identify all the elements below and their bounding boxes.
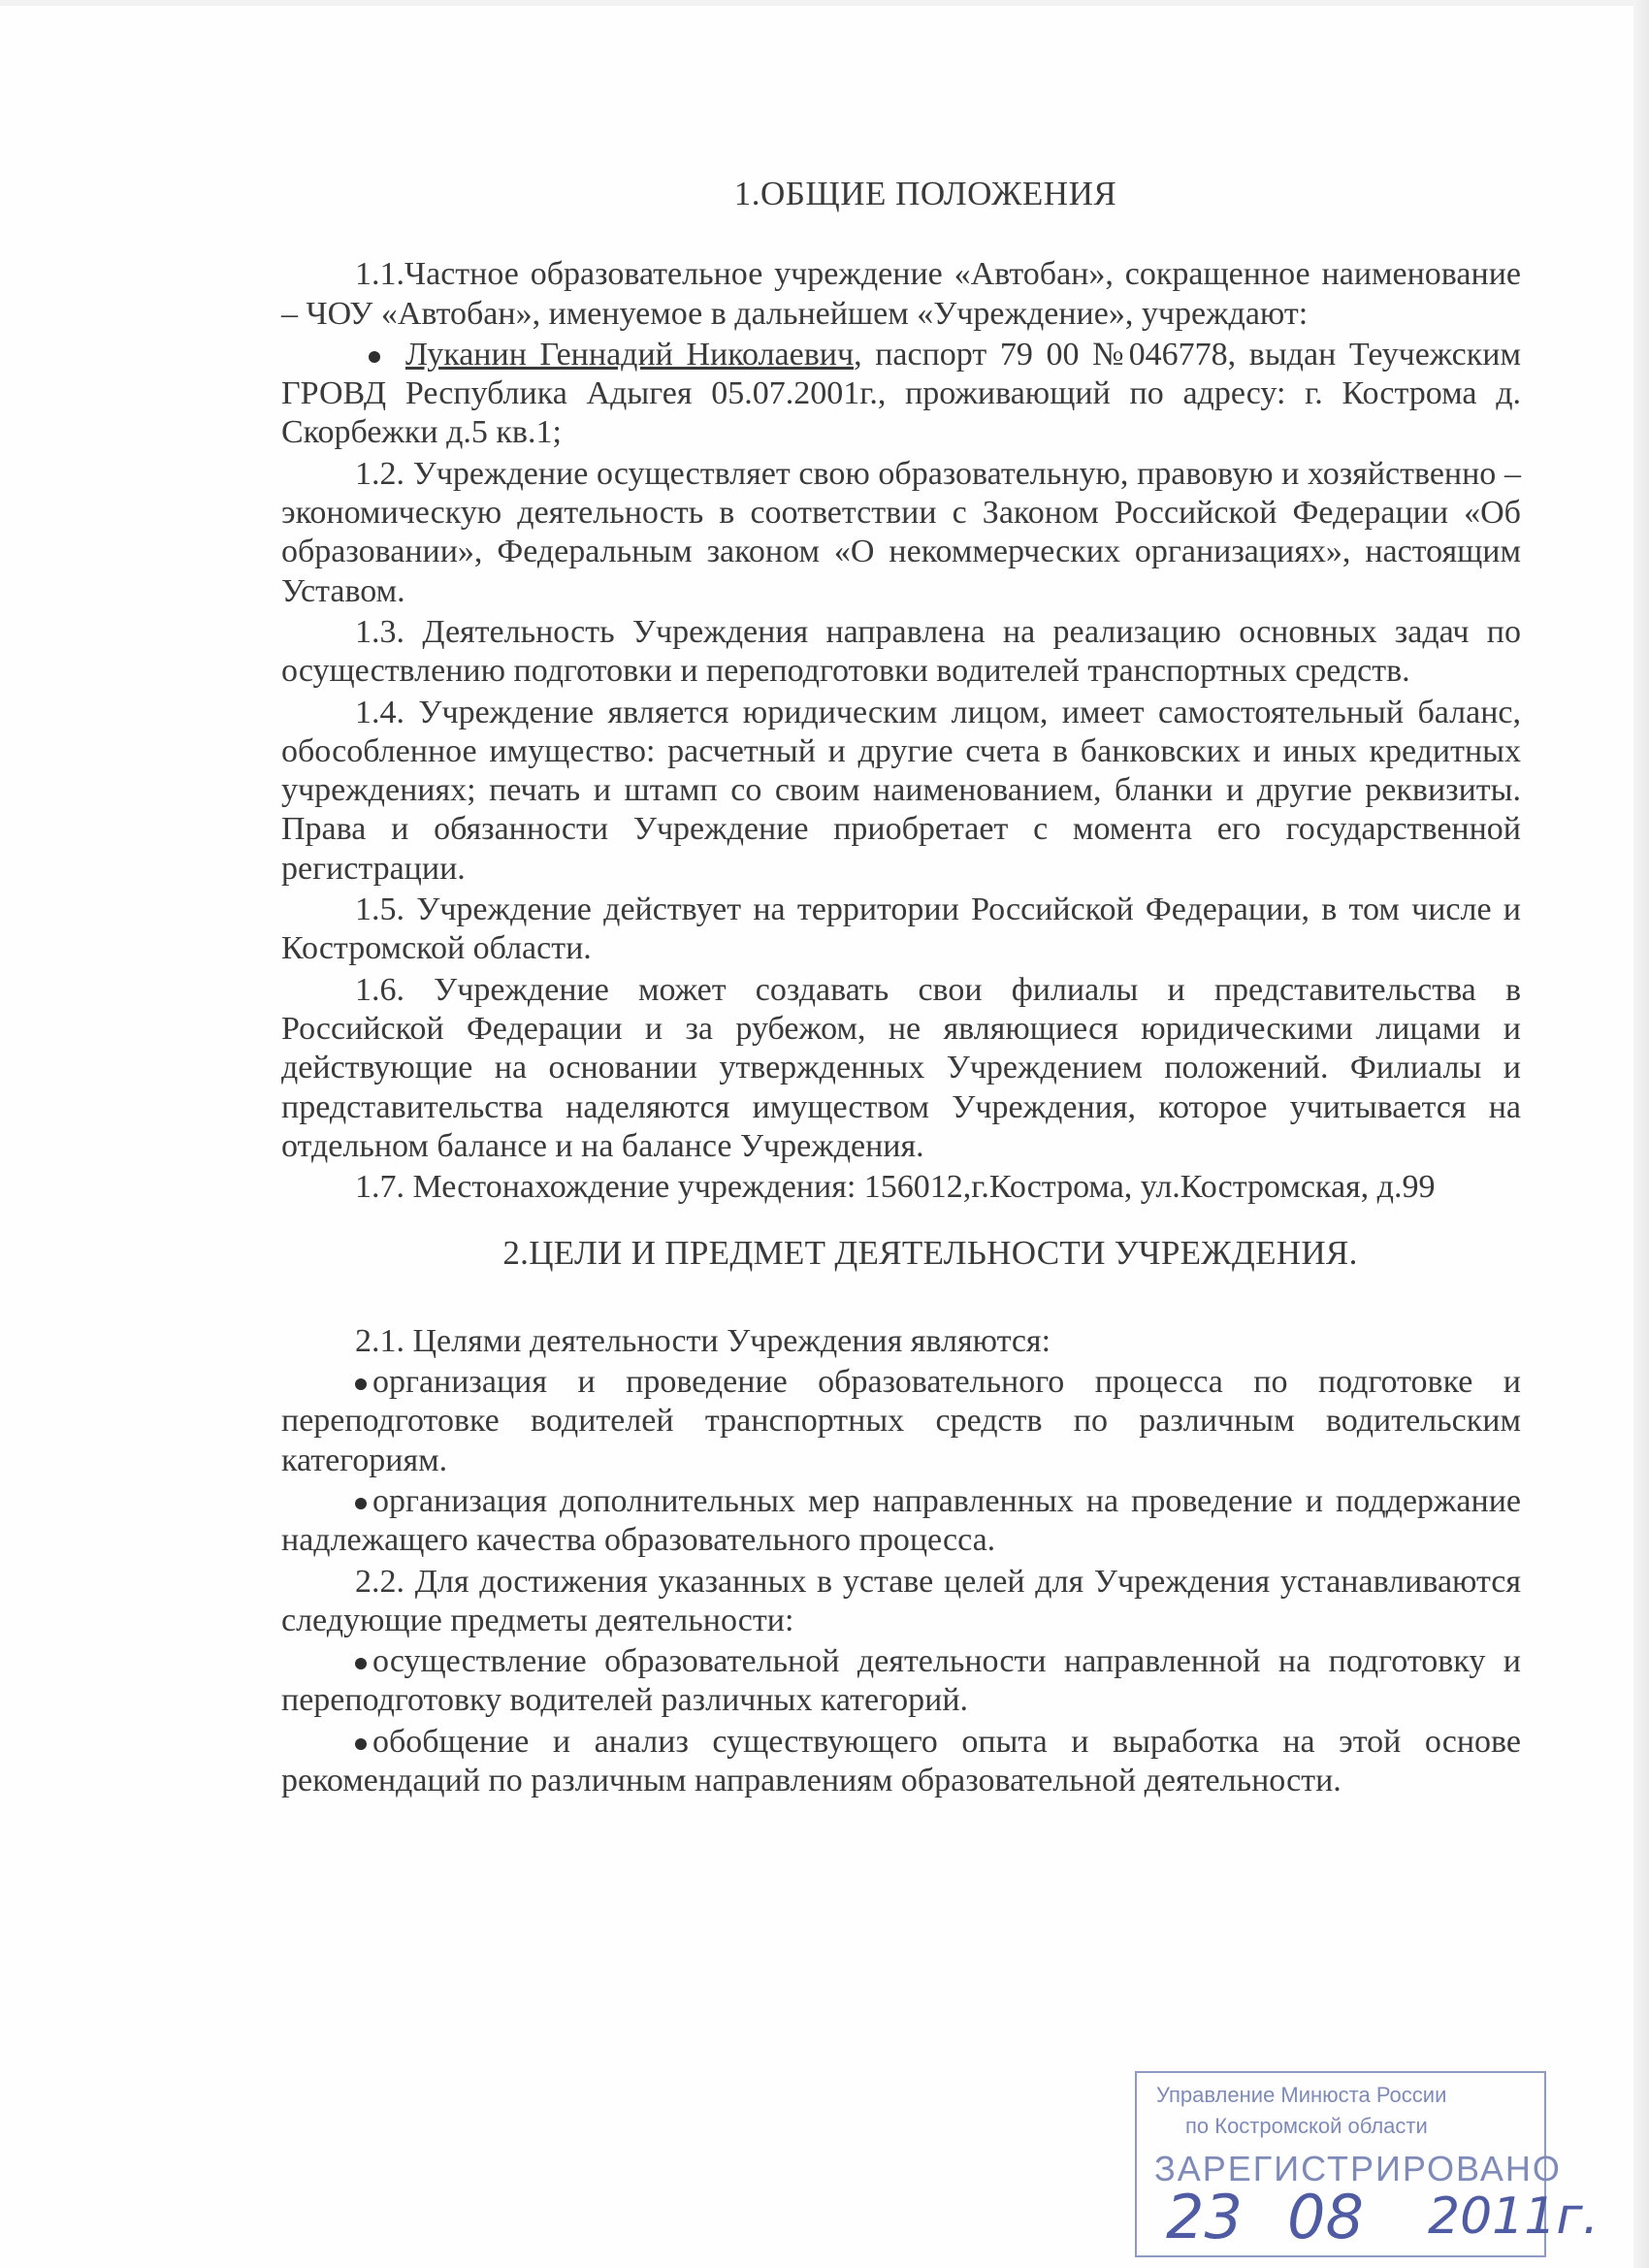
- stamp-line-1: Управление Минюста России: [1156, 2083, 1447, 2107]
- subject-item: [281, 1642, 1521, 1721]
- paragraph-1-6: 1.6. Учреждение может создавать свои филиалы и представительства в Российской Федерации и за рубежом, не являющиеся юридическими лицами и действующие на основании утвержденных Учреждением положений. Филиалы и представительства наделяются имуществом Учреждения, которое учитывается на отдельном балансе и на балансе Учреждения.: [281, 971, 1521, 1164]
- paragraph-1-5: 1.5. Учреждение действует на территории Российской Федерации, в том числе и Костромской области.: [281, 891, 1521, 967]
- paragraph-1-1: 1.1.Частное образовательное учреждение «Автобан», сокращенное наименование – ЧОУ «Автобан», именуемое в дальнейшем «Учреждение», учреждают:: [281, 256, 1521, 332]
- handwritten-month: 08: [1287, 2182, 1364, 2252]
- paragraph-1-3: 1.3. Деятельность Учреждения направлена на реализацию основных задач по осуществлению подготовки и переподготовки водителей транспортных средств.: [281, 613, 1521, 690]
- scan-top-edge: [0, 0, 1649, 6]
- paragraph-1-4: 1.4. Учреждение является юридическим лицом, имеет самостоятельный баланс, обособленное имущество: расчетный и другие счета в банковских и иных кредитных учреждениях; печать и штамп со своим наименованием, бланки и другие реквизиты. Права и обязанности Учреждение приобретает с момента его государственной регистрации.: [281, 694, 1521, 887]
- paragraph-2-2: 2.2. Для достижения указанных в уставе целей для Учреждения устанавливаются следующие предметы деятельности:: [281, 1563, 1521, 1638]
- paragraph-1-2: 1.2. Учреждение осуществляет свою образовательную, правовую и хозяйственно – экономическую деятельность в соответствии с Законом Российской Федерации «Об образовании», Федеральным законом «О некоммерческих организациях», настоящим Уставом.: [281, 455, 1521, 609]
- goal-text: организация дополнительных мер направленных на проведение и поддержание надлежащего качества образовательного процесса.: [281, 1482, 1521, 1559]
- goal-item: [281, 1482, 1521, 1561]
- founder-details: , паспорт 79 00 №046778, выдан Теучежским ГРОВД Республика Адыгея 05.07.2001г., проживающий по адресу: г. Кострома д. Скорбежки д.5 кв.1;: [281, 336, 1521, 451]
- goal-item: [281, 1363, 1521, 1480]
- subject-text: осуществление образовательной деятельности направленной на подготовку и переподготовку водителей различных категорий.: [281, 1643, 1521, 1719]
- registration-stamp: [1135, 2071, 1600, 2257]
- section-2-title: 2.ЦЕЛИ И ПРЕДМЕТ ДЕЯТЕЛЬНОСТИ УЧРЕЖДЕНИЯ.: [502, 1234, 1358, 1273]
- subject-text: обобщение и анализ существующего опыта и выработка на этой основе рекомендаций по различным направлениям образовательной деятельности.: [281, 1723, 1521, 1798]
- founder-name: Луканин Геннадий Николаевич: [405, 336, 855, 373]
- bullet-icon: [369, 351, 380, 363]
- stamp-line-2: по Костромской области: [1185, 2114, 1428, 2138]
- founder-item: [281, 336, 1521, 453]
- paragraph-1-7: 1.7. Местонахождение учреждения: 156012,г.Кострома, ул.Костромская, д.99: [355, 1169, 1436, 1206]
- bullet-icon: [355, 1378, 367, 1390]
- document-body: [281, 175, 1521, 1802]
- handwritten-day: 23: [1166, 2182, 1243, 2252]
- stamp-line-3: ЗАРЕГИСТРИРОВАНО: [1154, 2149, 1562, 2188]
- section-1-title: 1.ОБЩИЕ ПОЛОЖЕНИЯ: [733, 175, 1117, 212]
- handwritten-year: 2011г.: [1428, 2187, 1600, 2246]
- goal-text: организация и проведение образовательного процесса по подготовке и переподготовке водителей транспортных средств по различным водительским категориям.: [281, 1364, 1521, 1478]
- paragraph-2-1: 2.1. Целями деятельности Учреждения являются:: [355, 1322, 1051, 1359]
- scan-right-edge: [1633, 0, 1649, 2268]
- bullet-icon: [355, 1738, 367, 1750]
- bullet-icon: [355, 1658, 367, 1669]
- subject-item: [281, 1723, 1521, 1801]
- bullet-icon: [355, 1498, 367, 1509]
